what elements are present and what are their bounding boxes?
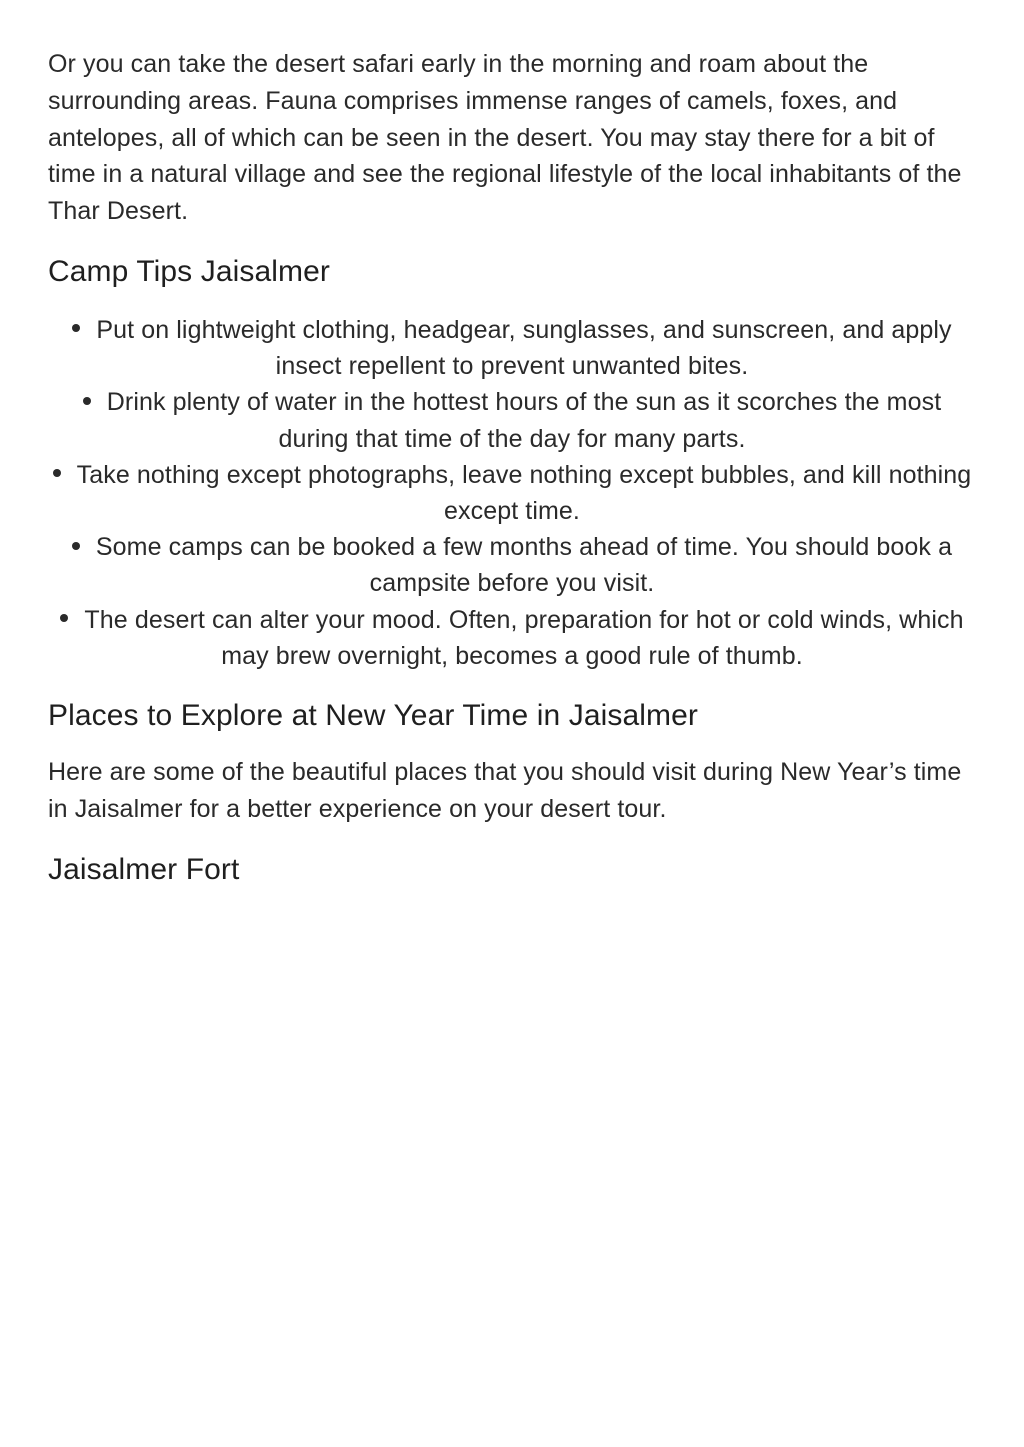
list-item [48, 602, 976, 674]
list-item-text: Drink plenty of water in the hottest hours of the sun as it scorches the most during that time of the day for many parts. [106, 388, 942, 453]
bullet-icon [83, 397, 91, 405]
bullet-icon [53, 469, 61, 477]
jaisalmer-fort-heading: Jaisalmer Fort [48, 852, 240, 886]
camp-tips-list [48, 312, 976, 674]
bullet-icon [60, 614, 68, 622]
list-item [48, 312, 976, 384]
camp-tips-heading: Camp Tips Jaisalmer [48, 254, 330, 288]
list-item [48, 529, 976, 601]
places-paragraph: Here are some of the beautiful places that you should visit during New Year’s time in Jaisalmer for a better experience on your desert tour. [48, 758, 962, 823]
list-item-text: Put on lightweight clothing, headgear, sunglasses, and sunscreen, and apply insect repellent to prevent unwanted bites. [96, 315, 952, 381]
list-item-text: The desert can alter your mood. Often, preparation for hot or cold winds, which may brew overnight, becomes a good rule of thumb. [84, 605, 964, 670]
intro-paragraph: Or you can take the desert safari early in the morning and roam about the surrounding areas. Fauna comprises immense ranges of camels, foxes, and antelopes, all of which can be seen in the desert. You may stay there for a bit of time in a natural village and see the regional lifestyle of the local inhabitants of the Thar Desert. [48, 50, 962, 226]
list-item [48, 384, 976, 456]
list-item [48, 457, 976, 529]
list-item-text: Take nothing except photographs, leave nothing except bubbles, and kill nothing except time. [76, 460, 972, 525]
bullet-icon [72, 324, 80, 332]
places-heading: Places to Explore at New Year Time in Jaisalmer [48, 699, 698, 733]
bullet-icon [72, 542, 80, 550]
list-item-text: Some camps can be booked a few months ahead of time. You should book a campsite before you visit. [95, 533, 953, 598]
